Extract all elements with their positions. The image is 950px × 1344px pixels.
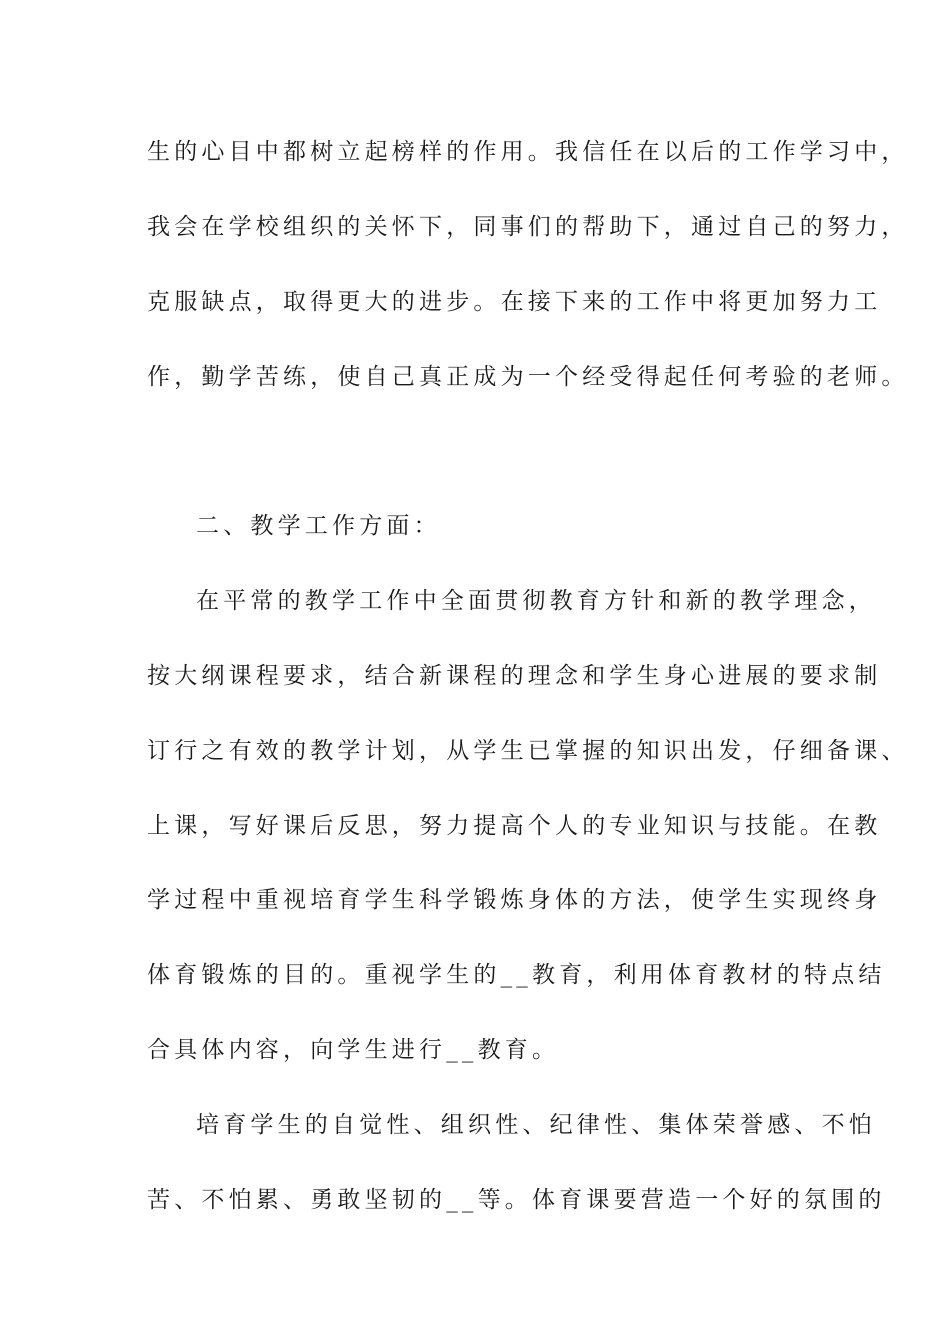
paragraph-3-line-2: 苦、不怕累、勇敢坚韧的__等。体育课要营造一个好的氛围的: [147, 1187, 886, 1213]
paragraph-2-line-4: 上课，写好课后反思，努力提高个人的专业知识与技能。在教: [147, 813, 882, 839]
paragraph-2-line-5: 学过程中重视培育学生科学锻炼身体的方法，使学生实现终身: [147, 887, 882, 913]
paragraph-1-line-2: 我会在学校组织的关怀下，同事们的帮助下，通过自己的努力，: [147, 214, 909, 240]
paragraph-2-line-7: 合具体内容，向学生进行__教育。: [147, 1037, 560, 1063]
paragraph-3-line-1: 培育学生的自觉性、组织性、纪律性、集体荣誉感、不怕: [196, 1112, 876, 1138]
section-heading: 二、教学工作方面：: [196, 513, 441, 539]
paragraph-1-line-4: 作，勤学苦练，使自己真正成为一个经受得起任何考验的老师。: [147, 364, 909, 390]
paragraph-2-line-1: 在平常的教学工作中全面贯彻教育方针和新的教学理念，: [196, 588, 876, 614]
paragraph-2-line-3: 订行之有效的教学计划，从学生已掌握的知识出发，仔细备课、: [147, 738, 909, 764]
paragraph-1-line-3: 克服缺点，取得更大的进步。在接下来的工作中将更加努力工: [147, 289, 882, 315]
paragraph-1-line-1: 生的心目中都树立起榜样的作用。我信任在以后的工作学习中，: [147, 139, 909, 165]
paragraph-2-line-6: 体育锻炼的目的。重视学生的__教育，利用体育教材的特点结: [147, 962, 886, 988]
paragraph-2-line-2: 按大纲课程要求，结合新课程的理念和学生身心进展的要求制: [147, 663, 882, 689]
